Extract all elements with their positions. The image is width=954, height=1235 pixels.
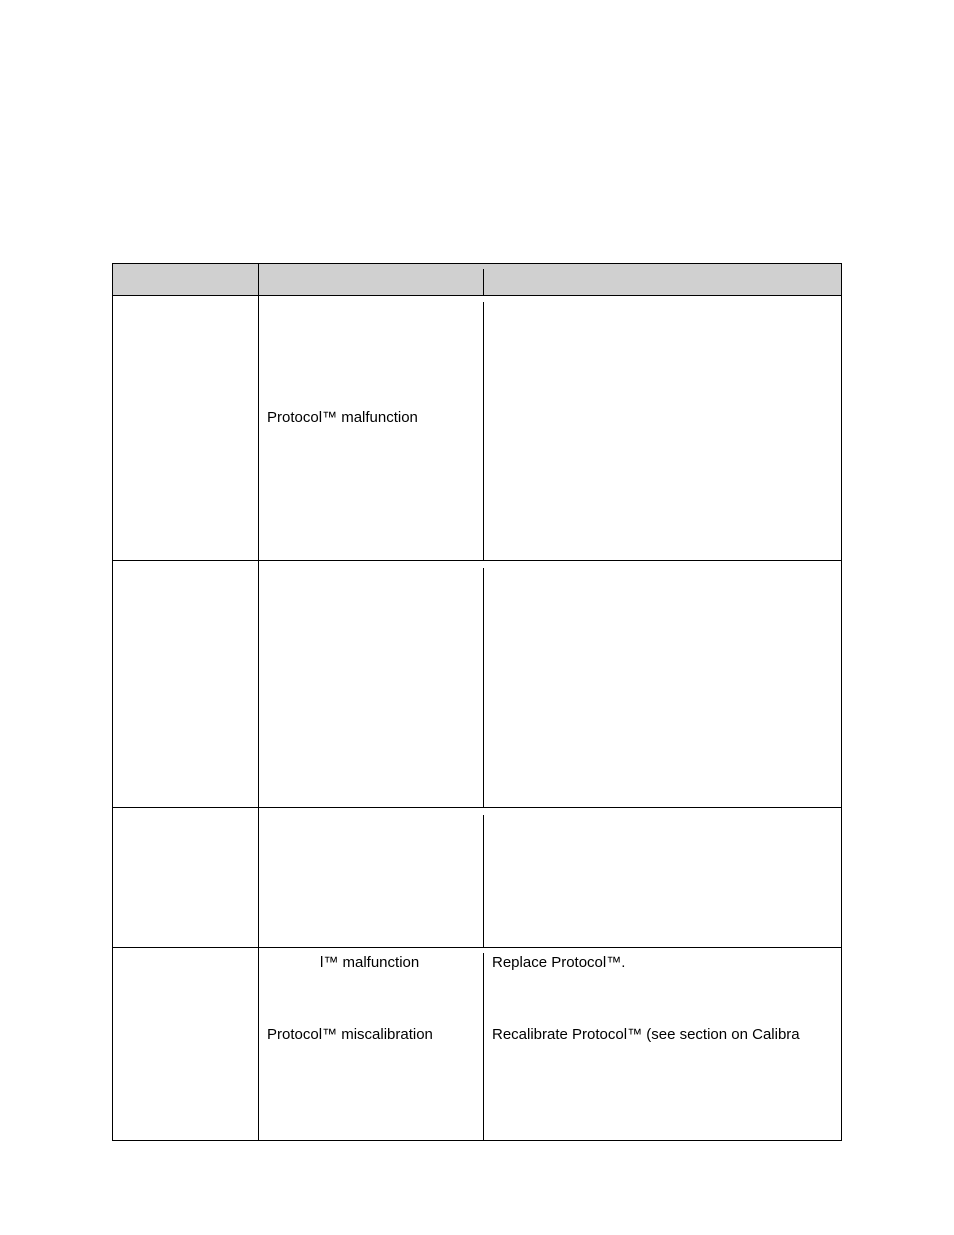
row-divider-1 <box>112 560 842 561</box>
troubleshooting-table <box>112 263 842 1141</box>
row4-remedy-text-1: Replace Protocol™. <box>492 954 626 971</box>
table-header-row <box>112 263 842 295</box>
column-divider-2-row4 <box>483 953 484 1140</box>
table-border-left <box>112 263 113 1141</box>
column-divider-2-header <box>483 269 484 295</box>
column-divider-2-row1 <box>483 302 484 560</box>
column-divider-2-row3 <box>483 815 484 947</box>
table-border-right <box>841 263 842 1141</box>
column-divider-1 <box>258 263 259 1141</box>
row4-cause-text-2: Protocol™ miscalibration <box>267 1026 433 1043</box>
row-divider-2 <box>112 807 842 808</box>
table-border-top <box>112 263 842 264</box>
row1-cause-text: Protocol™ malfunction <box>267 409 418 426</box>
row-divider-3 <box>112 947 842 948</box>
row4-cause-text-1: l™ malfunction <box>320 954 420 971</box>
table-border-bottom <box>112 1140 842 1141</box>
header-divider <box>112 295 842 296</box>
row4-remedy-text-2: Recalibrate Protocol™ (see section on Calibra <box>492 1026 800 1043</box>
column-divider-2-row2 <box>483 568 484 807</box>
